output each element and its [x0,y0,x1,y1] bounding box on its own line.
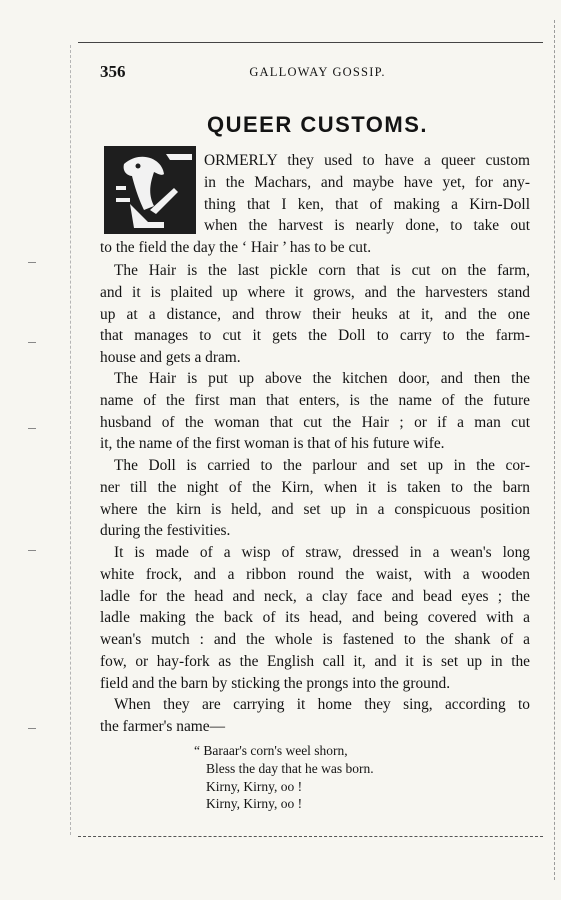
text-line: during the festivities. [100,522,231,540]
paragraph-wisp-of-straw [100,542,530,695]
margin-tick [28,728,36,729]
text-line: when the harvest is nearly done, to take out [204,217,530,235]
header-rule [78,42,543,43]
text-line: and it is plaited up where it grows, and the harvesters stand [100,283,530,301]
text-line: husband of the woman that cut the Hair ; or if a man cut [100,413,530,431]
text-line: that manages to cut it gets the Doll to carry to the farm- [100,327,530,345]
verse-line: Bless the day that he was born. [206,760,374,776]
text-line: ladle making the back of its head, and being covered with a [100,609,530,627]
text-line: The Hair is the last pickle corn that is cut on the farm, [114,262,530,279]
text-line: It is made of a wisp of straw, dressed in a wean's long [114,544,530,561]
paragraph-parlour [100,455,530,542]
running-title: GALLOWAY GOSSIP. [249,65,386,79]
text-line: ORMERLY they used to have a queer custom [204,152,530,169]
text-line: When they are carrying it home they sing, according to [114,696,530,713]
text-line: wean's mutch : and the whole is fastened to the shank of a [100,631,530,649]
text-line: The Hair is put up above the kitchen door, and then the [114,370,530,387]
paragraph-kitchen-door [100,368,530,455]
margin-tick [28,428,36,429]
text-line: where the kirn is held, and set up in a conspicuous position [100,500,530,518]
text-line: the farmer's name— [100,717,225,735]
article-title: QUEER CUSTOMS. [206,112,429,137]
margin-tick [28,262,36,263]
text-line: name of the first man that enters, is the name of the future [100,391,530,409]
page-number: 356 [100,62,126,81]
paragraph-carrying-home [100,694,530,738]
text-line: fow, or hay-fork as the English call it, and it is set up in the [100,652,530,670]
paragraph-hair [100,260,530,369]
verse-line: Kirny, Kirny, oo ! [206,796,303,812]
page-header [100,62,535,82]
text-line: ladle for the head and neck, a clay face and bead eyes ; the [100,587,530,605]
page-edge [553,20,555,880]
text-line: ner till the night of the Kirn, when it is taken to the barn [100,478,530,496]
text-line: thing that I ken, that of making a Kirn-Doll [204,195,530,213]
text-line: white frock, and a ribbon round the waist, with a wooden [100,565,530,583]
footer-rule [78,836,543,837]
text-line: up at a distance, and throw their heuks at it, and the one [100,305,530,323]
text-line: in the Machars, and maybe have yet, for any- [204,173,530,191]
margin-tick [28,550,36,551]
text-line: house and gets a dram. [100,349,241,367]
verse-line: “ Baraar's corn's weel shorn, [194,743,348,758]
text-line: field and the barn by sticking the prongs into the ground. [100,674,451,692]
margin-tick [28,342,36,343]
margin-guide [70,45,71,835]
verse-line: Kirny, Kirny, oo ! [206,778,303,794]
text-line: The Doll is carried to the parlour and set up in the cor- [114,457,530,474]
text-line: it, the name of the first woman is that of his future wife. [100,435,445,453]
text-line: to the field the day the ‘ Hair ’ has to be cut. [100,239,372,257]
intro-paragraph [100,150,530,259]
verse-block [194,742,374,813]
